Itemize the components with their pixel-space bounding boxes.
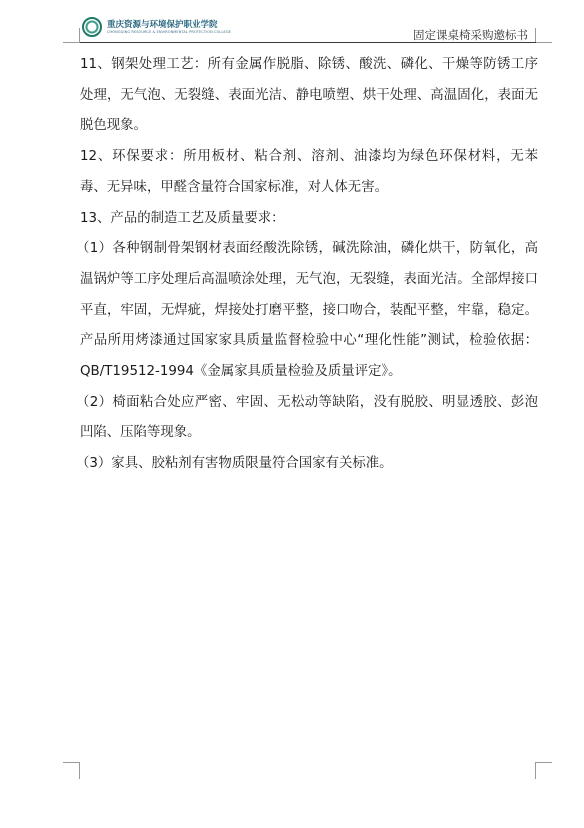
crop-mark-top-left <box>63 28 80 43</box>
logo-english: CHONGQING RESOURCE & ENVIRONMENTAL PROTECTION COLLEGE <box>107 30 231 34</box>
page-header <box>80 14 536 44</box>
crop-mark-bottom-right <box>535 762 552 779</box>
paragraph-12: 12、环保要求：所用板材、粘合剂、溶剂、油漆均为绿色环保材料，无苯毒、无异味，甲醛含量符合国家标准，对人体无害。 <box>80 149 538 195</box>
crop-mark-top-right <box>535 28 552 43</box>
header-divider <box>80 42 536 43</box>
college-logo <box>80 16 300 42</box>
header-title: 固定课桌椅采购邀标书 <box>413 28 528 42</box>
logo-name: 重庆资源与环境保护职业学院 <box>107 20 218 30</box>
paragraph-13-3: （3）家具、胶粘剂有害物质限量符合国家有关标准。 <box>76 456 393 472</box>
college-emblem-icon <box>82 17 102 37</box>
crop-mark-bottom-left <box>63 762 80 779</box>
paragraph-11: 11、钢架处理工艺：所有金属作脱脂、除锈、酸洗、磷化、干燥等防锈工序处理，无气泡、无裂缝、表面光洁、静电喷塑、烘干处理、高温固化，表面无脱色现象。 <box>80 57 538 134</box>
paragraph-13-2: （2）椅面粘合处应严密、牢固、无松动等缺陷，没有脱胶、明显透胶、彭泡凹陷、压陷等现象。 <box>76 394 538 441</box>
document-body <box>76 50 538 480</box>
paragraph-13-1: （1）各种钢制骨架钢材表面经酸洗除锈，碱洗除油，磷化烘干，防氧化，高温锅炉等工序处理后高温喷涂处理，无气泡，无裂缝，表面光洁。全部焊接口平直，牢固，无焊疵，焊接处打磨平整，接口吻合，装配平整，牢靠，稳定。产品所用烤漆通过国家家具质量监督检验中心“理化性能”测试，检验依据：QB/T19512-1994《金属家具质量检验及质量评定》。 <box>76 241 538 380</box>
paragraph-13: 13、产品的制造工艺及质量要求： <box>80 210 285 226</box>
